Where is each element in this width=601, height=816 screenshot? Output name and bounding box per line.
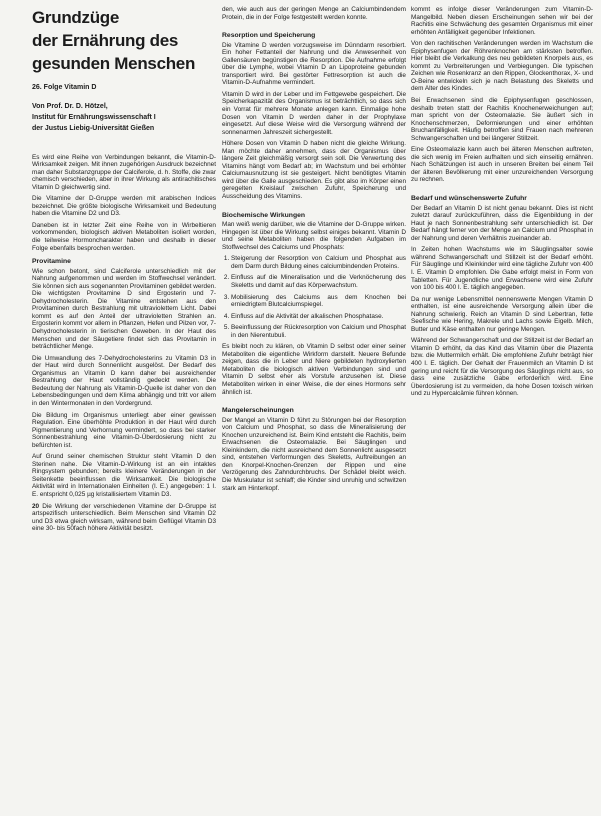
column-left xyxy=(32,6,216,812)
page-number: 20 xyxy=(32,502,40,510)
list-item: 5. Beeinflussung der Rückresorption von Calcium und Phosphat in den Nierentubuli. xyxy=(231,324,406,339)
paragraph xyxy=(32,503,216,533)
author-line-1: Von Prof. Dr. D. Hötzel, xyxy=(32,102,108,110)
article-title xyxy=(32,6,216,75)
column-middle xyxy=(222,6,406,812)
section-heading-provitamine: Provitamine xyxy=(32,258,71,266)
paragraph: Es wird eine Reihe von Verbindungen bekannt, die Vitamin-D-Wirksamkeit zeigen. Mit ihnen zugehörigen Ausdruck bezeichnet man daher Substanzgruppe der Calciferole, d. h. Stoffe, die zwar chemisch verschieden, aber in ihrer Wirkung als antirachitisches Vitamin D gleichwertig sind. xyxy=(32,153,216,191)
paragraph: Vitamin D wird in der Leber und im Fettgewebe gespeichert. Die Speicherkapazität des Organismus ist beträchtlich, so dass sich ein Vorrat für mehrere Monate anlegen kann. Einmalige hohe Dosen von Vitamin D werden daher in der Prophylaxe eingesetzt. Auf diese Weise wird die Versorgung während der sonnenarmen Jahreszeit sichergestellt. xyxy=(222,90,406,136)
paragraph: Die Vitamine D werden vorzugsweise im Dünndarm resorbiert. Ein hoher Fettanteil der Nahrung und die Anwesenheit von Gallensäuren begünstigen die Resorption. Die Aufnahme erfolgt über die Lymphe, wobei Vitamin D an Lipoproteine gebunden transportiert wird. Bei gestörter Fettresorption ist auch die Vitamin-D-Aufnahme vermindert. xyxy=(222,41,406,87)
author-block xyxy=(32,101,216,134)
author-line-3: der Justus Liebig-Universität Gießen xyxy=(32,124,155,132)
paragraph: Während der Schwangerschaft und der Stillzeit ist der Bedarf an Vitamin D erhöht, da das Kind das Vitamin über die Plazenta bzw. die Muttermilch erhält. Die empfohlene Zufuhr beträgt hier 400 I. E. täglich. Der Gehalt der Frauenmilch an Vitamin D ist gering und reicht für die Versorgung des Säuglings nicht aus, so dass eine zusätzliche Gabe erforderlich wird. Eine Überdosierung ist zu vermeiden, da hohe Dosen toxisch wirken und zu Hypercalcämie führen können. xyxy=(411,337,593,398)
list-item: 2. Einfluss auf die Mineralisation und die Verknöcherung des Skeletts und damit auf das Körperwachstum. xyxy=(231,274,406,289)
list-item: 4. Einfluss auf die Aktivität der alkalischen Phosphatase. xyxy=(231,313,406,321)
section-heading-mangelerscheinungen: Mangelerscheinungen xyxy=(222,407,294,415)
paragraph: Auf Grund seiner chemischen Struktur steht Vitamin D den Sterinen nahe. Die Vitamin-D-Wirkung ist an ein intaktes Ringsystem gebunden; bereits kleinere Veränderungen in der Seitenkette beeinflussen die Wirksamkeit. Die biologische Aktivität wird in Internationalen Einheiten (I. E.) angegeben: 1 I. E. entspricht 0,025 µg kristallisiertem Vitamin D3. xyxy=(32,453,216,498)
title-line-1: Grundzüge xyxy=(32,8,120,27)
paragraph: Daneben ist in letzter Zeit eine Reihe von in Wirbeltieren vorkommenden, biologisch aktiven Metaboliten isoliert worden, die teilweise Hormoncharakter haben und deshalb in dieser Folge ebenfalls besprochen werden. xyxy=(32,221,216,252)
title-line-2: der Ernährung des xyxy=(32,31,179,50)
section-heading-biochemische-wirkungen: Biochemische Wirkungen xyxy=(222,211,306,219)
paragraph: Der Bedarf an Vitamin D ist nicht genau bekannt. Dies ist nicht zuletzt darauf zurückzuführen, dass die Eigenbildung in der Haut je nach Sonnenbestrahlung sehr unterschiedlich ist. Der Bedarf hängt ferner von der Menge an Calcium und Phosphat in der Nahrung und deren Verhältnis zueinander ab. xyxy=(411,204,593,242)
column-right xyxy=(411,6,593,812)
paragraph: Man weiß wenig darüber, wie die Vitamine der D-Gruppe wirken. Hingegen ist über die Wirkung selbst einiges bekannt. Vitamin D und seine Metaboliten haben die folgenden Aufgaben im Stoffwechsel des Calciums und Phosphats: xyxy=(222,221,406,251)
paragraph: den, wie auch aus der geringen Menge an Calciumbindendem Protein, die in der Folge festgestellt werden konnte. xyxy=(222,6,406,21)
section-heading-bedarf: Bedarf und wünschenswerte Zufuhr xyxy=(411,195,527,203)
paragraph: Da nur wenige Lebensmittel nennenswerte Mengen Vitamin D enthalten, ist eine ausreichende Versorgung allein über die Nahrung schwierig. Reich an Vitamin D sind Lebertran, fette Seefische wie Hering, Makrele und Lachs sowie Eigelb. Milch, Butter und Käse enthalten nur geringe Mengen. xyxy=(411,295,593,333)
paragraph: Der Mangel an Vitamin D führt zu Störungen bei der Resorption von Calcium und Phosphat, so dass die Mineralisierung der Knochen unzureichend ist. Beim Kind entsteht die Rachitis, beim Erwachsenen die Osteomalazie. Bei Säuglingen und Kleinkindern, die nicht ausreichend dem Sonnenlicht ausgesetzt sind, entstehen Verformungen des Skeletts, Auftreibungen an den Knorpel-Knochen-Grenzen der Rippen und eine Verzögerung des Zahndurchbruchs. Der Schädel bleibt weich. Die Muskulatur ist schlaff; die Kinder sind unruhig und schwitzen stark am Hinterkopf. xyxy=(222,416,406,492)
series-label: 26. Folge Vitamin D xyxy=(32,84,97,91)
paragraph: Von den rachitischen Veränderungen werden im Wachstum die Epiphysenfugen der Röhrenknochen am stärksten betroffen. Hier bleibt die Verkalkung des neu gebildeten Knorpels aus, es kommt zu Verbreiterungen und Verbiegungen. Die typischen Zeichen wie Rosenkranz an den Rippen, Glockenthorax, X- und O-Beine entwickeln sich je nach Belastung des Skeletts und dem Alter des Kindes. xyxy=(411,40,593,93)
effects-list xyxy=(222,255,406,339)
list-item: 3. Mobilisierung des Calciums aus dem Knochen bei erniedrigtem Blutcalciumspiegel. xyxy=(231,294,406,309)
title-line-3: gesunden Menschen xyxy=(32,54,196,73)
paragraph: Die Bildung im Organismus unterliegt aber einer gewissen Regulation. Eine überhöhte Produktion in der Haut wird durch Pigmentierung und Verhornung vermindert, so dass bei starker Sonnenbestrahlung eine Vitamin-D-Überdosierung nicht zu befürchten ist. xyxy=(32,411,216,449)
section-heading-resorption: Resorption und Speicherung xyxy=(222,32,316,40)
paragraph: Die Vitamine der D-Gruppe werden mit arabischen Indices bezeichnet. Die größte biologische Wirksamkeit und Bedeutung haben die Vitamine D2 und D3. xyxy=(32,195,216,218)
paragraph: Eine Osteomalazie kann auch bei älteren Menschen auftreten, die sich wenig im Freien aufhalten und sich einseitig ernähren. Nach Schätzungen ist auch in unseren Breiten bei einem Teil der älteren Bevölkerung mit einer unzureichenden Versorgung zu rechnen. xyxy=(411,146,593,184)
paragraph: Es bleibt noch zu klären, ob Vitamin D selbst oder einer seiner Metaboliten die eigentliche Wirkform darstellt. Neuere Befunde zeigen, dass die in Leber und Niere gebildeten hydroxylierten Metaboliten die biologisch aktiven Verbindungen sind und Vitamin D selbst eher als Vorstufe anzusehen ist. Diese Metaboliten wirken in einer Weise, die der eines Hormons sehr ähnlich ist. xyxy=(222,343,406,396)
paragraph: kommt es infolge dieser Veränderungen zum Vitamin-D-Mangelbild. Neben diesen Erscheinungen sehen wir bei der Rachitis eine Schwächung des gesamten Organismus mit einer erhöhten Anfälligkeit gegenüber Infektionen. xyxy=(411,6,593,36)
list-item: 1. Steigerung der Resorption von Calcium und Phosphat aus dem Darm durch Bildung eines calciumbindenden Proteins. xyxy=(231,255,406,270)
paragraph: Bei Erwachsenen sind die Epiphysenfugen geschlossen, deshalb treten statt der Rachitis Knochenerweichungen auf; man spricht von der Osteomalazie. Sie äußert sich in Knochenschmerzen, Deformierungen und einer erhöhten Bruchanfälligkeit. Häufig betroffen sind Frauen nach mehreren Schwangerschaften und bei längerer Stillzeit. xyxy=(411,97,593,142)
paragraph-text: Die Wirkung der verschiedenen Vitamine der D-Gruppe ist artspezifisch unterschiedlich. Beim Menschen sind Vitamin D2 und D3 etwa gleich wirksam, während beim Geflügel Vitamin D3 eine 30- bis 50fach höhere Aktivität besitzt. xyxy=(32,502,216,533)
paragraph: Die Umwandlung des 7-Dehydrocholesterins zu Vitamin D3 in der Haut wird durch Sonnenlicht ausgelöst. Der Bedarf des Organismus an Vitamin D kann daher bei ausreichender Bestrahlung der Haut vollständig gedeckt werden. Die Bedeutung der Nahrung als Vitamin-D-Quelle ist daher von den Lebensbedingungen und dem Klima abhängig und tritt vor allem in den Wintermonaten in den Vordergrund. xyxy=(32,354,216,407)
paragraph: In Zeiten hohen Wachstums wie im Säuglingsalter sowie während Schwangerschaft und Stillzeit ist der Bedarf erhöht. Für Säuglinge und Kleinkinder wird eine tägliche Zufuhr von 400 I. E. Vitamin D empfohlen. Die Gabe erfolgt meist in Form von Tabletten. Für Jugendliche und Erwachsene wird eine Zufuhr von 100 bis 400 I. E. täglich angegeben. xyxy=(411,246,593,292)
paragraph: Höhere Dosen von Vitamin D haben nicht die gleiche Wirkung. Man möchte daher annehmen, dass der Organismus über längere Zeit gleichmäßig versorgt sein soll. Die Verwertung des Vitamins hängt vom Bedarf ab; im Wachstum und bei erhöhter Calciumausnutzung ist sie gesteigert. Nicht benötigtes Vitamin wird über die Galle ausgeschieden. Es gibt also im Körper einen geregelten Kreislauf zwischen Zufuhr, Speicherung und Ausscheidung des Vitamins. xyxy=(222,140,406,201)
paragraph: Wie schon betont, sind Calciferole unterschiedlich mit der Nahrung aufgenommen und werden im Stoffwechsel verändert. Sie können sich aus sogenannten Provitaminen gebildet werden. Die wichtigsten Provitamine D sind Ergosterin und 7-Dehydrocholesterin. Die Vitamine entstehen aus den Provitaminen durch Bestrahlung mit ultraviolettem Licht. Dabei kommt es auf den Anteil der ultravioletten Strahlen an. Ergosterin kommt vor allem in Pflanzen, Hefen und Pilzen vor, 7-Dehydrocholesterin in tierischen Geweben. In der Haut des Menschen und der Säugetiere findet sich das Provitamin in beträchtlicher Menge. xyxy=(32,267,216,351)
author-line-2: Institut für Ernährungswissenschaft I xyxy=(32,113,156,121)
